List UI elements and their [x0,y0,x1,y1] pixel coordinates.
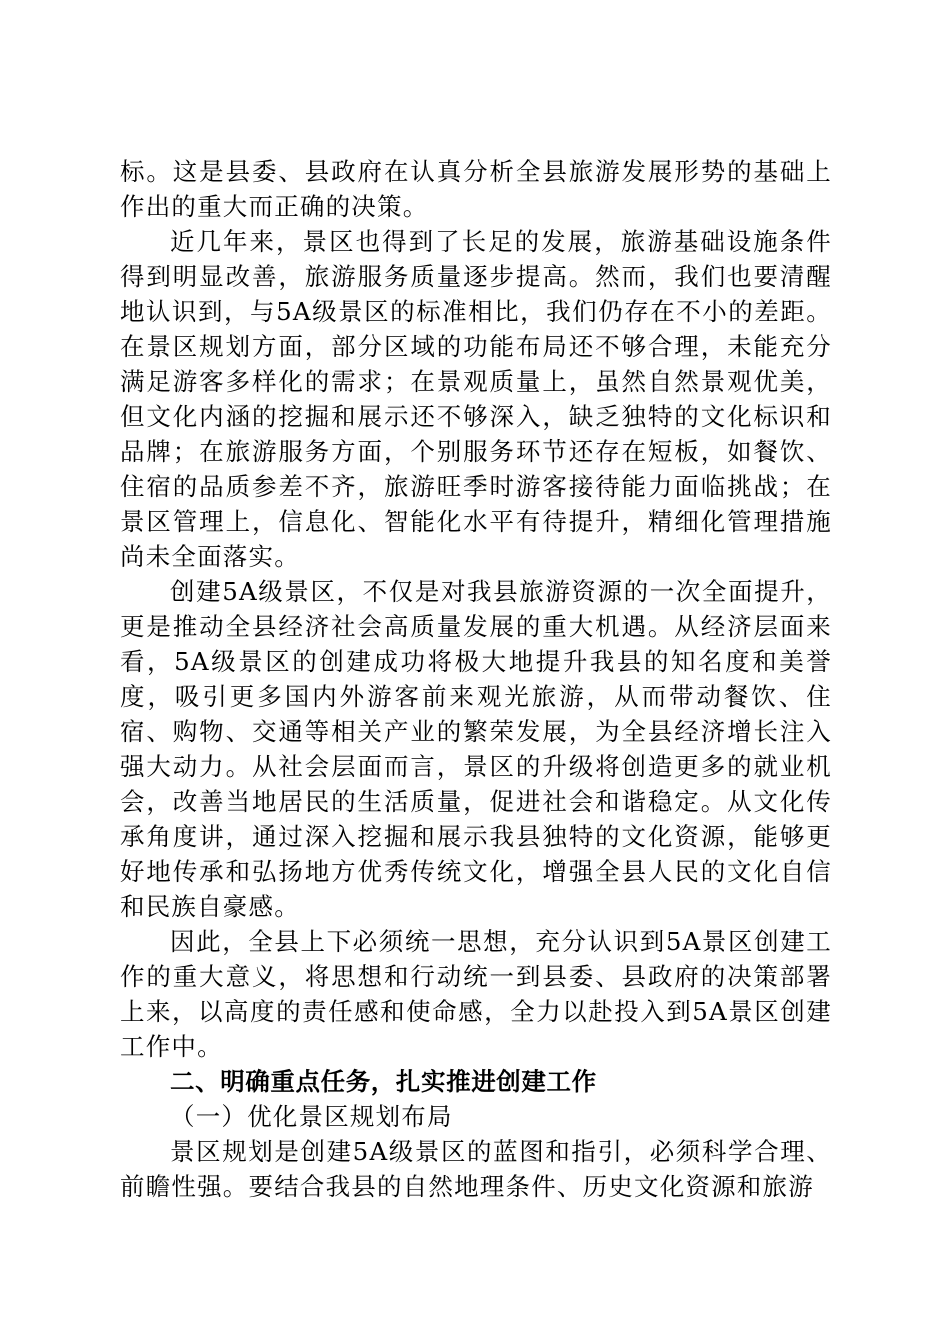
section-heading: 二、明确重点任务，扎实推进创建工作 [170,1067,597,1096]
paragraph-planning: 景区规划是创建5A级景区的蓝图和指引，必须科学合理、前瞻性强。要结合我县的自然地理条件、历史文化资源和旅游 [120,1137,832,1201]
subsection-heading: （一）优化景区规划布局 [170,1102,453,1131]
document-body [120,154,832,1204]
paragraph-current-situation: 近几年来，景区也得到了长足的发展，旅游基础设施条件得到明显改善，旅游服务质量逐步提高。然而，我们也要清醒地认识到，与5A级景区的标准相比，我们仍存在不小的差距。在景区规划方面，部分区域的功能布局还不够合理，未能充分满足游客多样化的需求；在景观质量上，虽然自然景观优美，但文化内涵的挖掘和展示还不够深入，缺乏独特的文化标识和品牌；在旅游服务方面，个别服务环节还存在短板，如餐饮、住宿的品质参差不齐，旅游旺季时游客接待能力面临挑战；在景区管理上，信息化、智能化水平有待提升，精细化管理措施尚未全面落实。 [120,227,832,571]
paragraph-significance: 创建5A级景区，不仅是对我县旅游资源的一次全面提升，更是推动全县经济社会高质量发展的重大机遇。从经济层面来看，5A级景区的创建成功将极大地提升我县的知名度和美誉度，吸引更多国内外游客前来观光旅游，从而带动餐饮、住宿、购物、交通等相关产业的繁荣发展，为全县经济增长注入强大动力。从社会层面而言，景区的升级将创造更多的就业机会，改善当地居民的生活质量，促进社会和谐稳定。从文化传承角度讲，通过深入挖掘和展示我县独特的文化资源，能够更好地传承和弘扬地方优秀传统文化，增强全县人民的文化自信和民族自豪感。 [120,577,832,921]
paragraph-conclusion: 因此，全县上下必须统一思想，充分认识到5A景区创建工作的重大意义，将思想和行动统一到县委、县政府的决策部署上来，以高度的责任感和使命感，全力以赴投入到5A景区创建工作中。 [120,927,832,1061]
paragraph-continuation: 标。这是县委、县政府在认真分析全县旅游发展形势的基础上作出的重大而正确的决策。 [120,157,832,221]
